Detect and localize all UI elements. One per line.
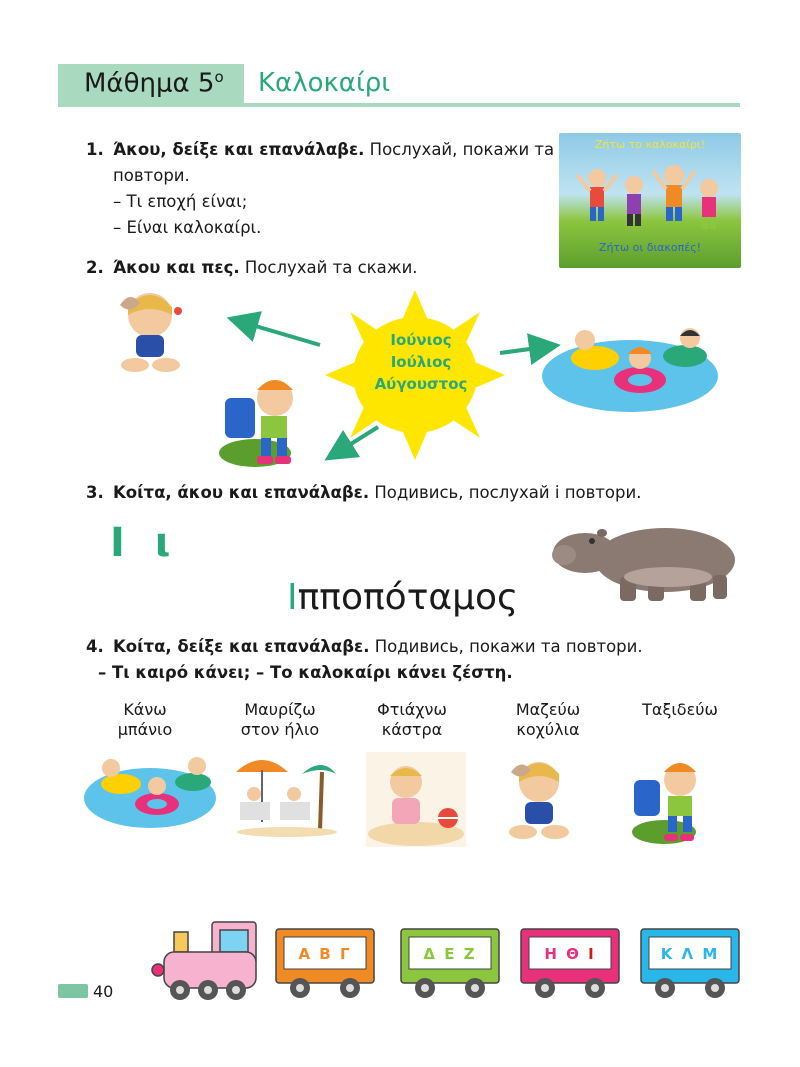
shells-picture — [495, 752, 580, 847]
activity-label-shells: Μαζεύω κοχύλια — [515, 700, 581, 739]
traveling-child-illustration — [215, 368, 325, 468]
page-number-tab — [58, 984, 88, 998]
lesson-number: Μάθημα $5^o$ — [84, 68, 224, 99]
wagon-1-label: Α Β Γ — [298, 945, 352, 963]
exercise-1: 1. Άκου, δείξε και επανάλαβε. Послухай, покажи та — [86, 140, 555, 159]
month-june: Ιούνιος — [390, 331, 452, 349]
sandcastle-picture — [366, 752, 466, 847]
pool-kids-illustration — [540, 318, 720, 418]
letter-iota: Ι ι — [110, 520, 179, 566]
exercise-3: 3. Κοίτα, άκου και επανάλαβε. Подивись, послухай і повтори. — [86, 483, 642, 502]
wagon-3-label: Η Θ Ι — [544, 945, 596, 963]
word-hippopotamus: Ιπποπόταμος — [287, 577, 519, 618]
arrow-down — [338, 427, 378, 452]
exercise-1-answer: – Είναι καλοκαίρι. — [113, 218, 262, 237]
train-engine — [150, 918, 260, 1003]
travel-picture — [628, 752, 723, 847]
exercise-4-dialogue: – Τι καιρό κάνει; – Το καλοκαίρι κάνει ζέστη. — [98, 663, 513, 682]
wagon-2-label: Δ Ε Ζ — [423, 945, 477, 963]
arrow-right — [500, 347, 545, 353]
activity-label-travel: Ταξιδεύω — [642, 700, 718, 719]
summer-kids-picture: Ζήτω το καλοκαίρι! Ζήτω οι διακοπές! — [559, 133, 741, 268]
sunbathing-picture — [232, 752, 337, 837]
exercise-2: 2. Άκου και πες. Послухай та скажи. — [86, 258, 418, 277]
lesson-title: Καλοκαίρι — [258, 68, 391, 98]
activity-label-swim: Κάνω μπάνιο — [117, 700, 173, 739]
swimming-picture — [83, 752, 218, 832]
arrow-left — [242, 322, 320, 345]
wagon-4-label: Κ Λ Μ — [660, 945, 720, 963]
page-number: 40 — [93, 982, 114, 1001]
month-august: Αύγουστος — [374, 375, 468, 393]
activity-label-sunbathe: Μαυρίζω στον ήλιο — [240, 700, 320, 739]
exercise-1-question: – Τι εποχή είναι; — [113, 192, 248, 211]
hippo-illustration — [550, 515, 740, 605]
month-july: Ιούλιος — [390, 353, 452, 371]
activity-label-sandcastle: Φτιάχνω κάστρα — [377, 700, 447, 739]
exercise-4: 4. Κοίτα, δείξε και επανάλαβε. Подивись, покажи та повтори. — [86, 637, 643, 656]
exercise-1-line2: повтори. — [113, 166, 190, 185]
